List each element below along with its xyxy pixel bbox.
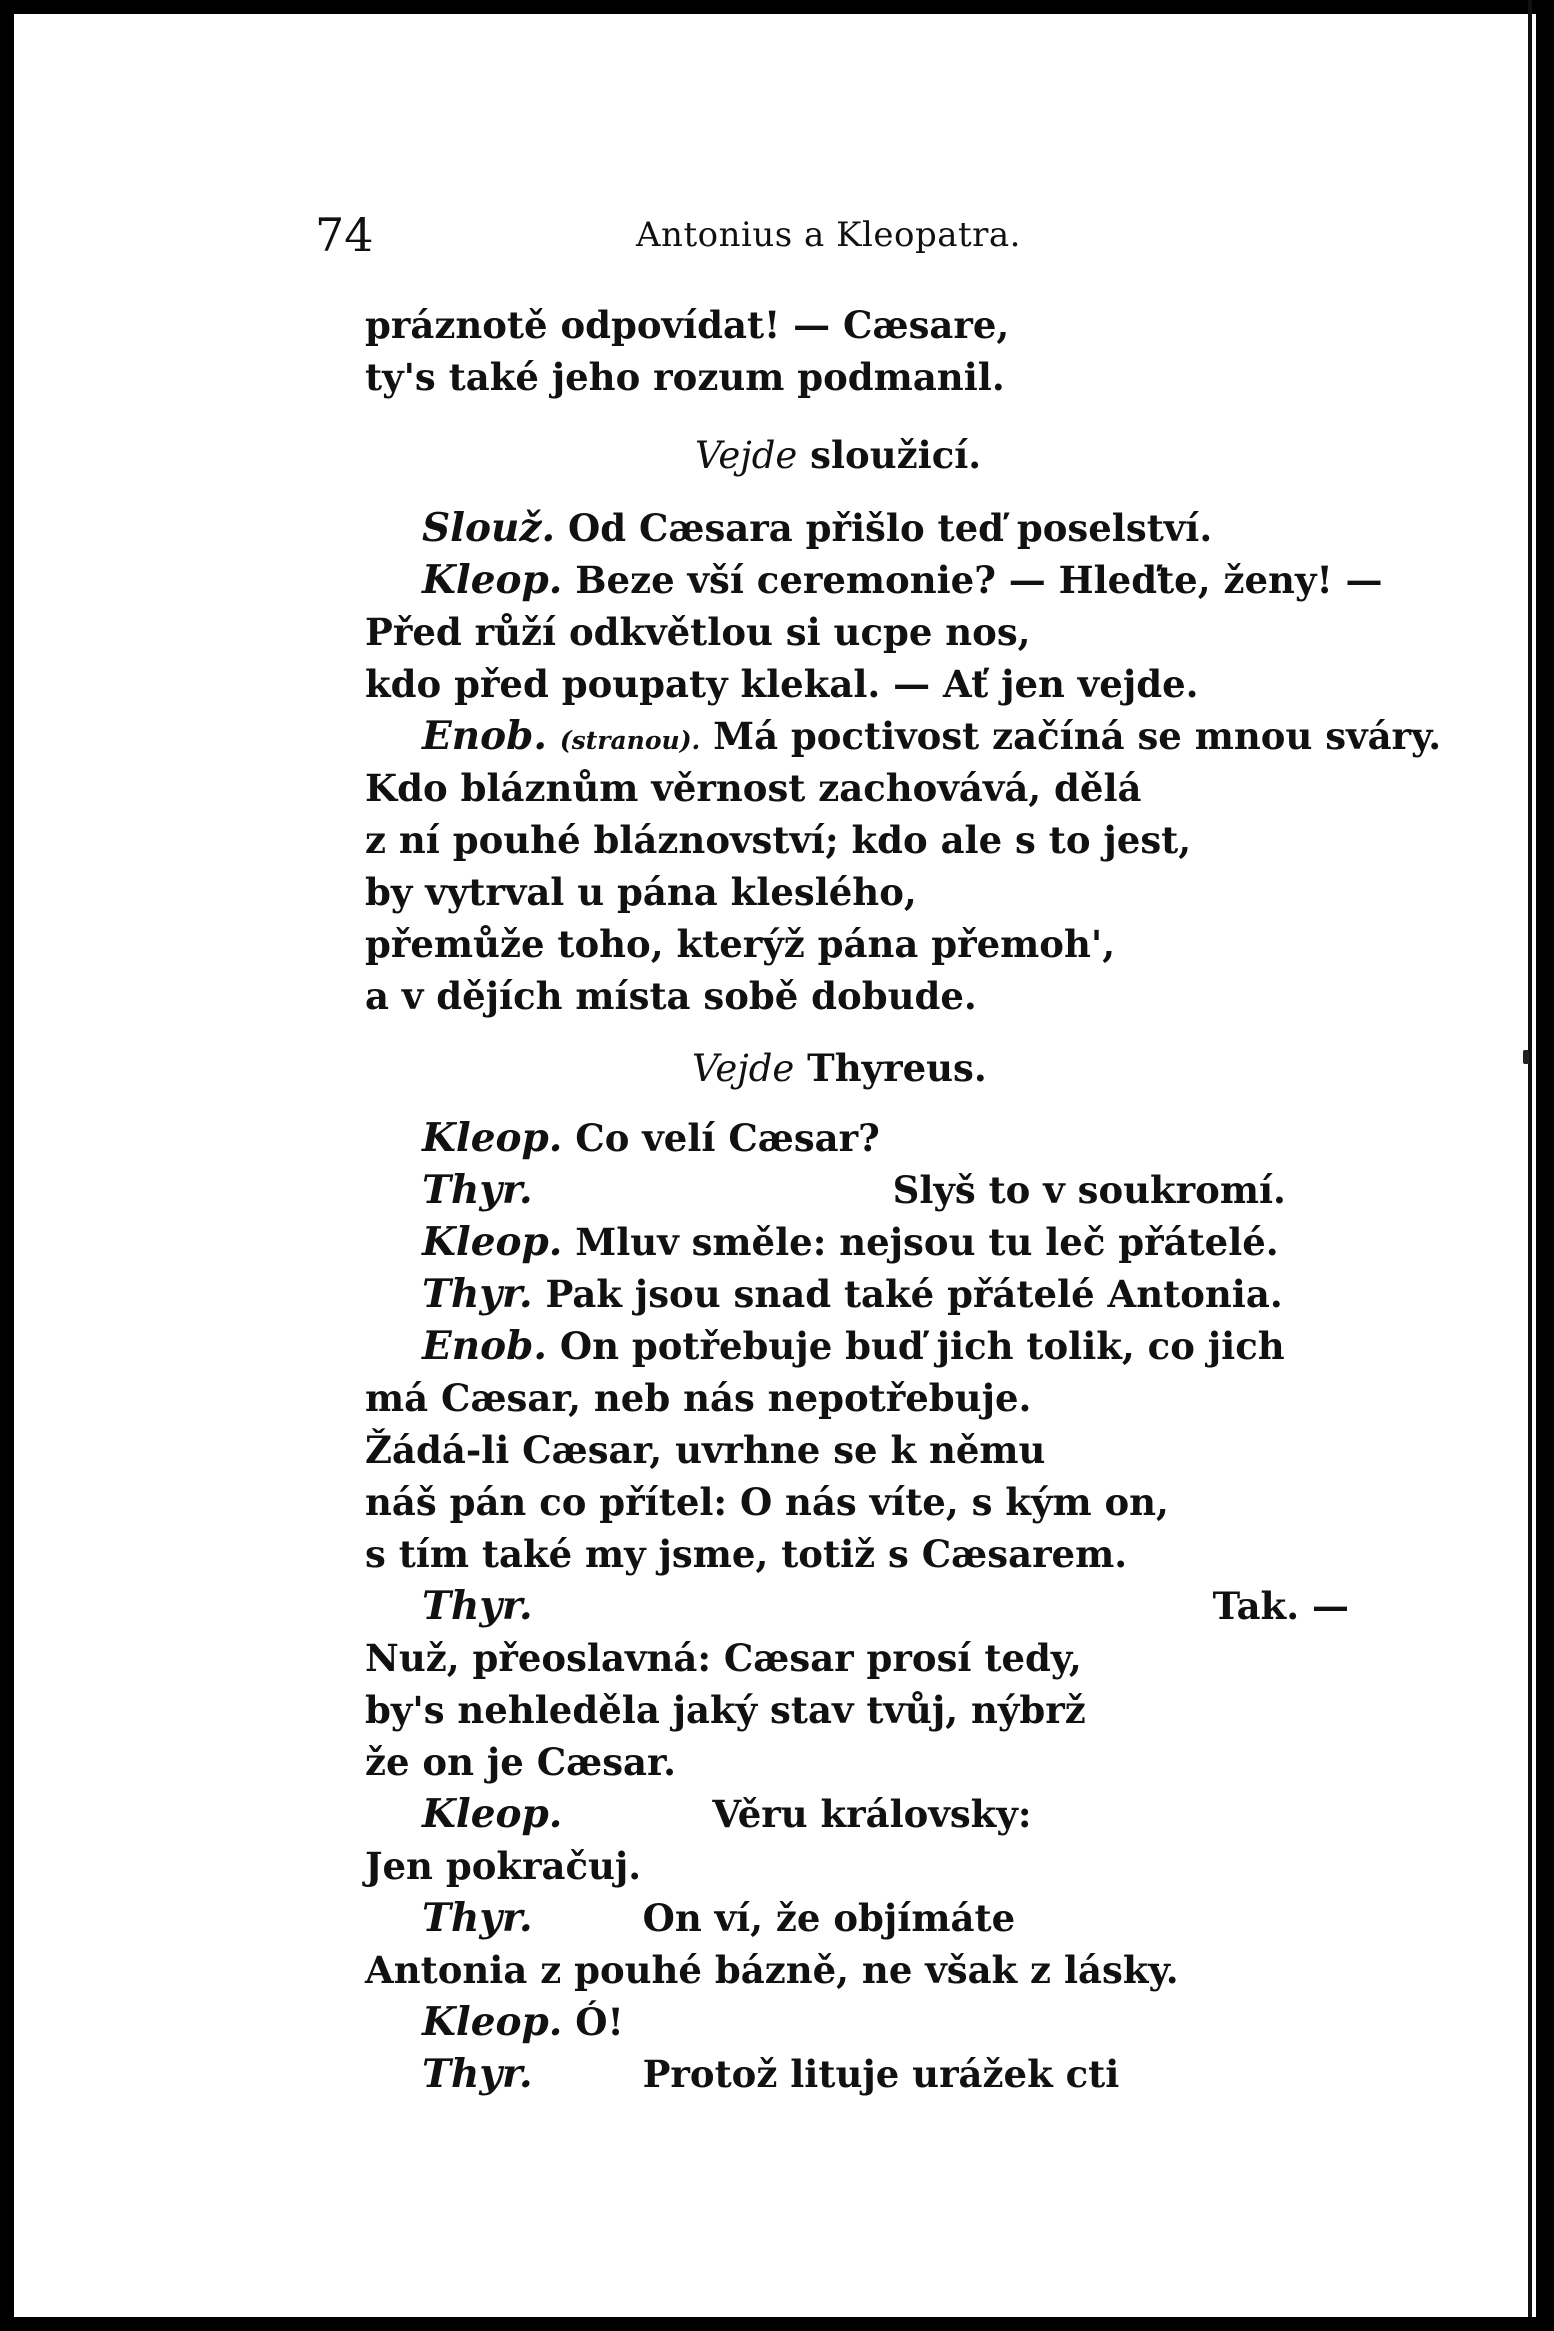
text-line: práznotě odpovídat! — Cæsare, [365,303,1010,347]
speaker-name: Kleop. [422,1219,563,1265]
dialogue-line: Kleop. Mluv směle: nejsou tu leč přátelé. [422,1219,1279,1265]
dialogue-line: Thyr. Tak. — [422,1583,1349,1629]
text-line: náš pán co přítel: O nás víte, s kým on, [365,1480,1169,1524]
scan-border-top [0,0,1554,14]
dialogue-line: Slouž. Od Cæsara přišlo teď poselství. [422,505,1213,551]
text-line: Žádá-li Cæsar, uvrhne se k němu [365,1428,1046,1472]
dialogue-line: Thyr. Pak jsou snad také přátelé Antonia. [422,1271,1283,1317]
running-title: Antonius a Kleopatra. [636,215,1021,255]
scan-border-bottom [0,2317,1554,2331]
dialogue-line: Thyr. Slyš to v soukromí. [422,1167,1286,1213]
text-line: že on je Cæsar. [365,1740,677,1784]
text-line: má Cæsar, neb nás nepotřebuje. [365,1376,1032,1420]
speaker-name: Kleop. [422,1791,563,1837]
speaker-name: Thyr. [422,1271,533,1317]
text-line: Nuž, přeoslavná: Cæsar prosí tedy, [365,1636,1082,1680]
speaker-name: Enob. [422,1323,547,1369]
aside-direction: (stranou). [559,726,701,755]
scan-speck [1523,1050,1529,1064]
scan-border-right [1536,0,1554,2331]
speaker-name: Slouž. [422,505,556,551]
page-number: 74 [315,208,374,262]
text-line: přemůže toho, kterýž pána přemoh', [365,922,1116,966]
dialogue-line: Thyr. Protož lituje urážek cti [422,2051,1120,2097]
text-line: Antonia z pouhé bázně, ne však z lásky. [365,1948,1179,1992]
text-line: a v dějích místa sobě dobude. [365,974,977,1018]
speaker-name: Thyr. [422,1895,533,1941]
text-line: z ní pouhé bláznovství; kdo ale s to jest, [365,818,1192,862]
text-line: by vytrval u pána kleslého, [365,870,917,914]
speaker-name: Enob. [422,713,547,759]
text-line: kdo před poupaty klekal. — Ať jen vejde. [365,662,1199,706]
text-line: s tím také my jsme, totiž s Cæsarem. [365,1532,1128,1576]
dialogue-line: Enob. (stranou). Má poctivost začíná se mnou sváry. [422,713,1442,759]
scan-border-right-inner [1528,0,1532,2331]
speaker-name: Kleop. [422,1999,563,2045]
dialogue-line: Kleop. Věru královsky: [422,1791,1032,1837]
text-line: by's nehleděla jaký stav tvůj, nýbrž [365,1688,1086,1732]
text-line: ty's také jeho rozum podmanil. [365,355,1005,399]
speaker-name: Thyr. [422,1583,533,1629]
speaker-name: Thyr. [422,2051,533,2097]
text-line: Jen pokračuj. [365,1844,642,1888]
dialogue-line: Enob. On potřebuje buď jich tolik, co jich [422,1323,1285,1369]
speaker-name: Kleop. [422,557,563,603]
speaker-name: Thyr. [422,1167,533,1213]
scan-border-left [0,0,14,2331]
dialogue-line: Kleop. Ó! [422,1999,624,2045]
text-line: Kdo bláznům věrnost zachovává, dělá [365,766,1142,810]
dialogue-line: Kleop. Co velí Cæsar? [422,1115,880,1161]
dialogue-line: Kleop. Beze vší ceremonie? — Hleďte, ženy! — [422,557,1383,603]
stage-direction: Vejde Thyreus. [692,1046,987,1090]
text-line: Před růží odkvětlou si ucpe nos, [365,610,1031,654]
speaker-name: Kleop. [422,1115,563,1161]
dialogue-line: Thyr. On ví, že objímáte [422,1895,1016,1941]
stage-direction: Vejde sloužicí. [695,433,982,477]
